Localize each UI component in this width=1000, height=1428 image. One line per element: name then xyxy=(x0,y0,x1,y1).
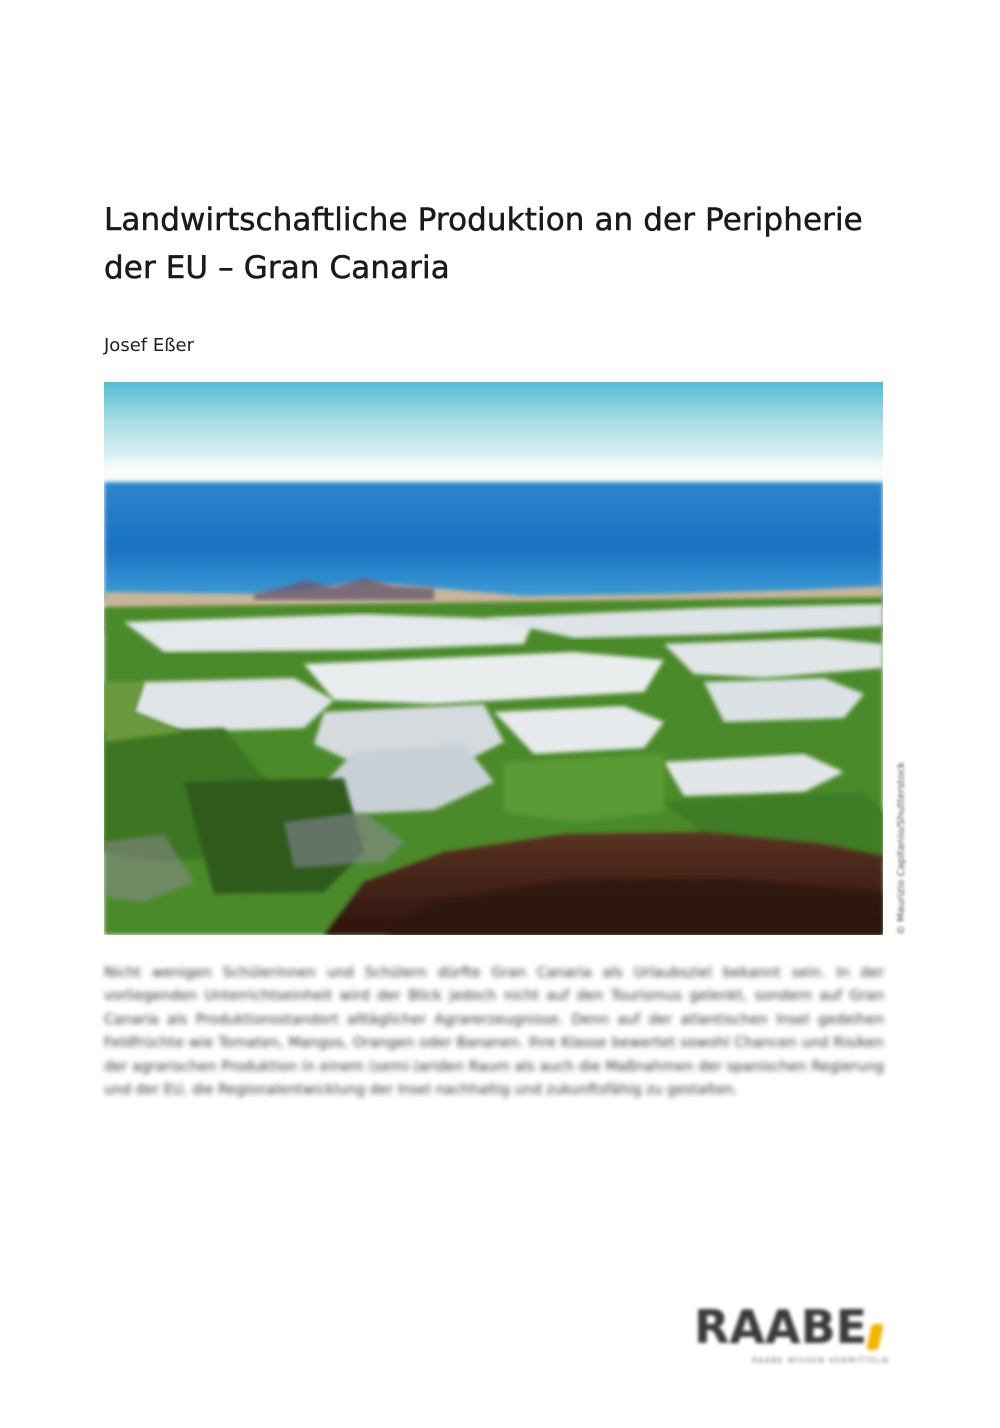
author-name: Josef Eßer xyxy=(104,335,195,356)
hero-image xyxy=(104,382,883,935)
intro-paragraph: Nicht wenigen Schülerinnen und Schülern dürfte Gran Canaria als Urlaubsziel bekannt sein. In der vorliegenden Unterrichtseinheit wird der Blick jedoch nicht auf den Tourismus gelenkt, sondern auf Gran Canaria als Produktionsstandort alltäglicher Agrarerzeugnisse. Denn auf der atlantischen Insel gedeihen Feldfrüchte wie Tomaten, Mangos, Orangen oder Bananen. Ihre Klasse bewertet sowohl Chancen und Risiken der agrarischen Produktion in einem (semi-)ariden Raum als auch die Maßnahmen der spanischen Regierung und der EU, die Regionalentwicklung der Insel nachhaltig und zukunftsfähig zu gestalten. xyxy=(104,965,884,1099)
logo-wordmark: RAABE xyxy=(694,1300,868,1354)
landscape-photo-icon xyxy=(104,382,883,935)
logo-tagline: RAABE WISSEN VERMITTELN xyxy=(752,1356,889,1365)
page-title: Landwirtschaftliche Produktion an der Peripherie der EU – Gran Canaria xyxy=(104,202,863,286)
logo-accent-mark xyxy=(866,1324,884,1350)
photo-credit: © Maurizio Capitanio/Shutterstock xyxy=(896,761,907,935)
raabe-logo xyxy=(694,1300,894,1380)
